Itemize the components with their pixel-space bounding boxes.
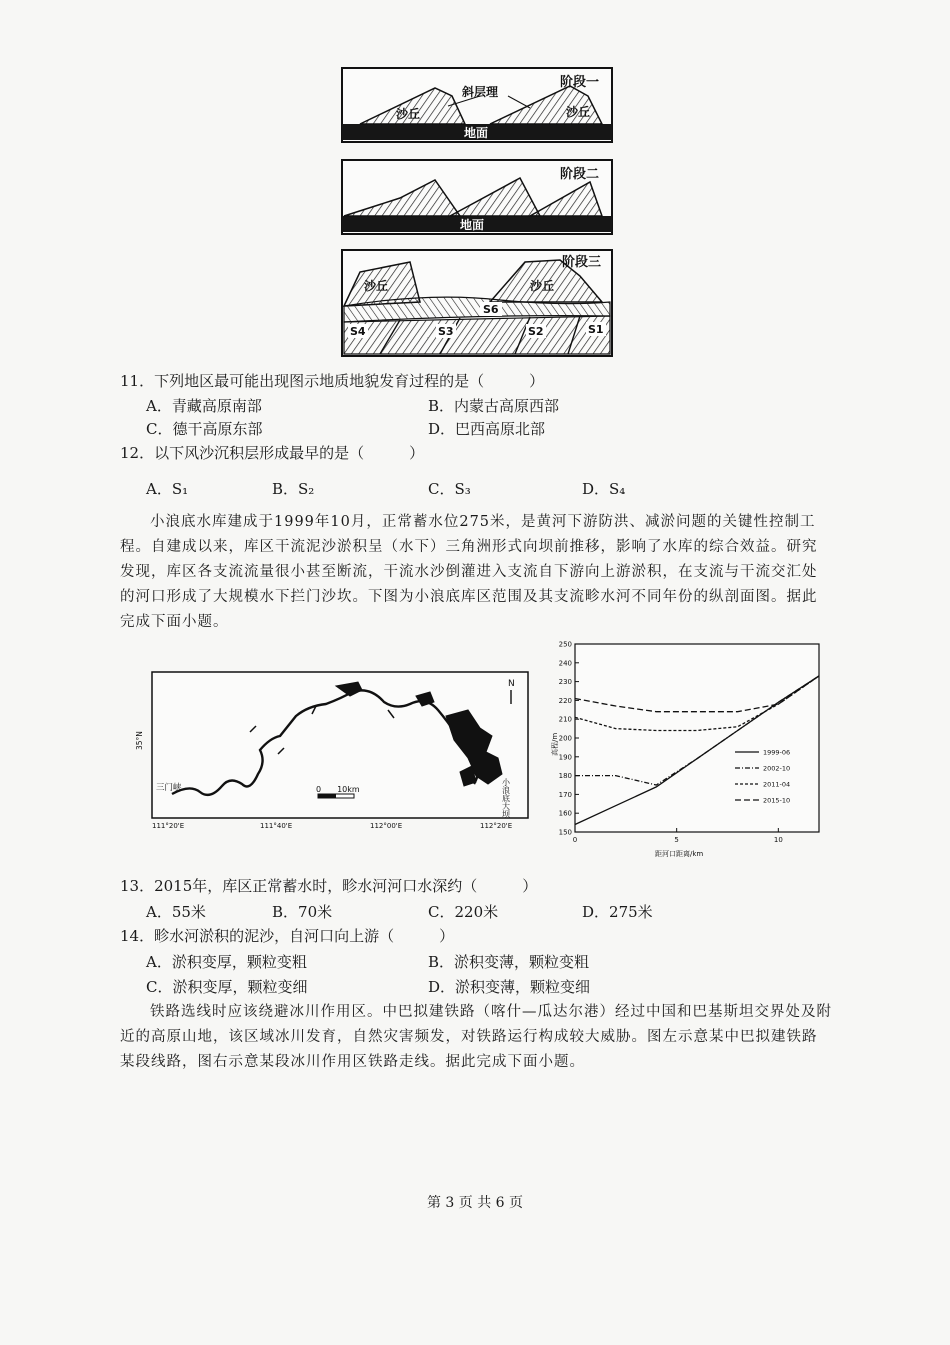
- profile-chart: [545, 638, 830, 858]
- question-12-stem: 12．以下风沙沉积层形成最早的是（ ）: [120, 444, 425, 462]
- q14-option-a[interactable]: A．淤积变厚，颗粒变粗: [146, 953, 307, 971]
- y-tick-label: 160: [558, 809, 572, 818]
- stage-1-panel: [342, 68, 612, 142]
- question-14-stem: 14．畛水河淤积的泥沙，自河口向上游（ ）: [120, 927, 455, 945]
- dune-label-3a: 沙丘: [364, 279, 389, 293]
- question-11-stem: 11．下列地区最可能出现图示地质地貌发育过程的是（ ）: [120, 372, 545, 390]
- legend-label: 2015-10: [763, 796, 791, 805]
- y-tick-label: 230: [558, 678, 572, 687]
- q13-option-a[interactable]: A．55米: [146, 903, 206, 921]
- map-label-dam: 小浪底大坝: [501, 778, 511, 818]
- q12-option-d[interactable]: D．S₄: [582, 480, 626, 498]
- s4-label: S4: [350, 325, 366, 338]
- y-tick-label: 170: [558, 790, 572, 799]
- q13-option-d[interactable]: D．275米: [582, 903, 653, 921]
- y-tick-label: 150: [558, 828, 572, 837]
- question-13-stem: 13．2015年，库区正常蓄水时，畛水河河口水深约（ ）: [120, 877, 538, 895]
- dune-stages-figure: [340, 66, 616, 362]
- y-tick-label: 250: [558, 640, 572, 649]
- stage-3-label: 阶段三: [562, 255, 602, 270]
- x-tick-label: 5: [674, 836, 679, 844]
- y-tick-label: 190: [558, 753, 572, 762]
- x-tick-label: 10: [773, 836, 783, 844]
- dune-label-left: 沙丘: [396, 107, 421, 121]
- north-arrow-label: N: [508, 679, 515, 689]
- y-tick-label: 220: [558, 696, 572, 705]
- y-axis-label: 高程/m: [551, 732, 559, 756]
- map-xtick-2: 111°40'E: [260, 822, 293, 830]
- q13-option-b[interactable]: B．70米: [272, 903, 333, 921]
- stage-2-panel: [342, 160, 612, 234]
- dune-label-right: 沙丘: [566, 105, 591, 119]
- ground-label-2: 地面: [460, 218, 485, 232]
- cross-bedding-label: 斜层理: [462, 85, 499, 99]
- q11-option-a[interactable]: A．青藏高原南部: [146, 397, 262, 415]
- q12-option-a[interactable]: A．S₁: [146, 480, 189, 498]
- q11-option-b[interactable]: B．内蒙古高原西部: [428, 397, 560, 415]
- s6-label: S6: [483, 303, 499, 316]
- passage-xiaolangdi: 小浪底水库建成于1999年10月，正常蓄水位275米，是黄河下游防洪、减淤问题的关键性控制工程。自建成以来，库区干流泥沙淤积呈（水下）三角洲形式向坝前推移，影响了水库的综合效益。研究发现，库区各支流流量很小甚至断流，干流水沙倒灌进入支流自下游向上游淤积，在支流与干流交汇处的河口形成了大规模水下拦门沙坎。下图为小浪底库区范围及其支流畛水河不同年份的纵剖面图。据此完成下面小题。: [120, 514, 818, 630]
- stage-3-panel: [342, 250, 612, 356]
- passage-railway: 铁路选线时应该绕避冰川作用区。中巴拟建铁路（喀什—瓜达尔港）经过中国和巴基斯坦交界处及附近的高原山地，该区域冰川发育，自然灾害频发，对铁路运行构成较大威胁。图左示意某中巴拟建铁路某段线路，图右示意某段冰川作用区铁路走线。据此完成下面小题。: [120, 1004, 832, 1070]
- scale-bar-label: 0 10km: [316, 785, 360, 794]
- q11-option-d[interactable]: D．巴西高原北部: [428, 420, 546, 438]
- q14-option-c[interactable]: C．淤积变厚，颗粒变细: [146, 978, 308, 996]
- s1-label: S1: [588, 323, 604, 336]
- q12-option-b[interactable]: B．S₂: [272, 480, 315, 498]
- x-axis-label: 距河口距离/km: [655, 850, 704, 858]
- y-tick-label: 200: [558, 734, 572, 743]
- y-tick-label: 210: [558, 715, 572, 724]
- legend-label: 2011-04: [763, 780, 791, 789]
- stage-2-label: 阶段二: [560, 167, 600, 182]
- dune-label-3b: 沙丘: [530, 279, 555, 293]
- s2-label: S2: [528, 325, 544, 338]
- ground-label-1: 地面: [464, 126, 489, 140]
- s3-label: S3: [438, 325, 454, 338]
- legend-label: 2002-10: [763, 764, 791, 773]
- q14-option-d[interactable]: D．淤积变薄，颗粒变细: [428, 978, 591, 996]
- reservoir-map: [130, 666, 540, 832]
- stage-1-label: 阶段一: [560, 75, 600, 90]
- q11-option-c[interactable]: C．德干高原东部: [146, 420, 263, 438]
- lat-label: 35°N: [135, 731, 144, 750]
- page-footer: 第 3 页 共 6 页: [426, 1195, 524, 1211]
- map-xtick-4: 112°20'E: [480, 822, 513, 830]
- x-tick-label: 0: [572, 836, 578, 844]
- q12-option-c[interactable]: C．S₃: [428, 480, 471, 498]
- map-xtick-1: 111°20'E: [152, 822, 185, 830]
- map-label-sanmenxia: 三门峡: [156, 783, 182, 793]
- q13-option-c[interactable]: C．220米: [428, 903, 499, 921]
- map-xtick-3: 112°00'E: [370, 822, 403, 830]
- q14-option-b[interactable]: B．淤积变薄，颗粒变粗: [428, 953, 590, 971]
- legend-label: 1999-06: [763, 748, 791, 757]
- y-tick-label: 240: [558, 659, 572, 668]
- y-tick-label: 180: [558, 772, 572, 781]
